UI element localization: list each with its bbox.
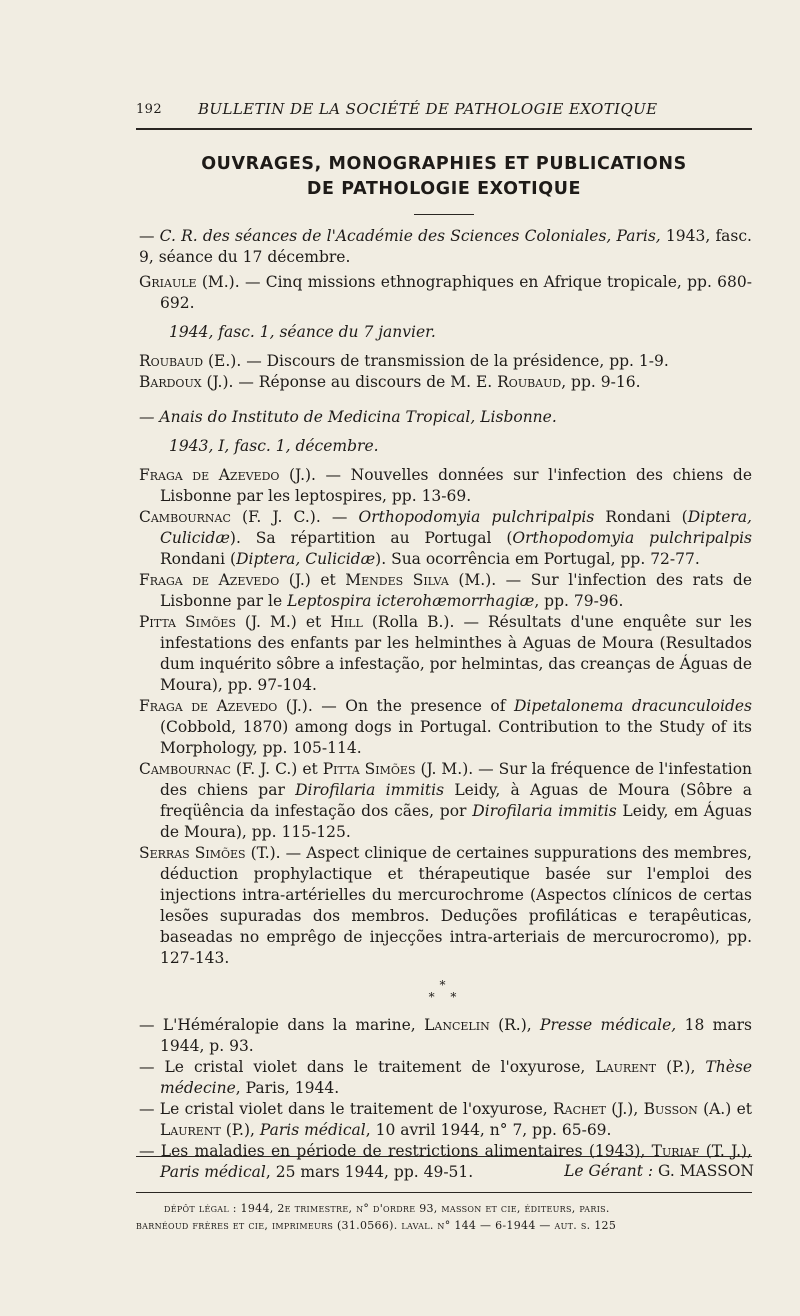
misc-entry: — L'Héméralopie dans la marine, Lancelin (R.), Presse médicale, 18 mars 1944, p. 93.	[139, 1016, 752, 1055]
section-title-line-2: DE PATHOLOGIE EXOTIQUE	[306, 179, 582, 199]
bibliography-entry: Fraga de Azevedo (J.). — Nouvelles données sur l'infection des chiens de Lisbonne par les leptospires, pp. 13-69.	[139, 466, 753, 505]
bibliography-entry: Pitta Simões (J. M.) et Hill (Rolla B.). — Résultats d'une enquête sur les infestations des enfants par les helminthes à Aguas de Moura (Resultados dum inquérito sôbre a infestação, por helmintas, das creanças de Águas de Moura), pp. 97-104.	[139, 613, 752, 694]
bibliography-entry: Roubaud (E.). — Discours de transmission de la présidence, pp. 1-9.	[139, 352, 669, 370]
signature-label: Le Gérant :	[564, 1162, 654, 1180]
author-name: Fraga de Azevedo	[139, 571, 280, 589]
imprint-line-1: dépôt légal : 1944, 2e trimestre, n° d'ordre 93, masson et cie, éditeurs, paris.	[164, 1202, 610, 1215]
bibliography-entry: Cambournac (F. J. C.) et Pitta Simões (J. M.). — Sur la fréquence de l'infestation des chiens par Dirofilaria immitis Leidy, à Aguas de Moura (Sôbre a freqüência da infestação dos cães, por Dirofilaria immitis Leidy, em Águas de Moura), pp. 115-125.	[139, 760, 753, 841]
journal-title: BULLETIN DE LA SOCIÉTÉ DE PATHOLOGIE EXOTIQUE	[198, 100, 658, 118]
running-head	[136, 100, 750, 124]
page-number: 192	[136, 102, 163, 117]
misc-entry: — Le cristal violet dans le traitement de l'oxyurose, Laurent (P.), Thèse médecine, Paris, 1944.	[139, 1058, 752, 1097]
title-rule	[414, 214, 474, 215]
bibliography-entry: Griaule (M.). — Cinq missions ethnographiques en Afrique tropicale, pp. 680-692.	[139, 273, 753, 312]
signature-name: G. MASSON	[653, 1162, 754, 1180]
section-title-line-1: OUVRAGES, MONOGRAPHIES ET PUBLICATIONS	[201, 154, 687, 174]
author-name: Roubaud	[139, 352, 204, 370]
author-name: Cambournac	[139, 508, 231, 526]
author-name: Fraga de Azevedo	[139, 466, 280, 484]
footer-rule	[136, 1192, 752, 1193]
bibliography-entry: Fraga de Azevedo (J.). — On the presence of Dipetalonema dracunculoides (Cobbold, 1870) among dogs in Portugal. Contribution to the Study of its Morphology, pp. 105-114.	[139, 697, 753, 757]
author-name: Bardoux	[139, 373, 202, 391]
author-name: Cambournac	[139, 760, 231, 778]
bibliography-entry: Serras Simões (T.). — Aspect clinique de certaines suppurations des membres, déduction prophylactique et thérapeutique basée sur l'emploi des injections intra-artérielles du mercurochrome (Aspectos clínicos de certas lesões supuradas dos membros. Deduções profiláticas e terapêuticas, baseadas no emprêgo de injecções intra-arteriais de mercurocromo), pp. 127-143.	[139, 844, 752, 967]
issue-heading: 1943, I, fasc. 1, décembre.	[169, 437, 379, 455]
header-rule	[136, 128, 752, 130]
asterism-separator: * * *	[428, 978, 463, 1004]
anais-journal: — Anais do Instituto de Medicina Tropical, Lisbonne.	[139, 408, 557, 426]
section-title	[136, 152, 752, 202]
imprint-line-2: barnéoud frères et cie, imprimeurs (31.0566). laval. n° 144 — 6-1944 — aut. s. 125	[136, 1219, 617, 1232]
signature	[564, 1162, 754, 1180]
misc-entry: — Les maladies en période de restrictions alimentaires (1943), Turiaf (T. J.), Paris médical, 25 mars 1944, pp. 49-51.	[139, 1142, 752, 1181]
issue-heading: 1944, fasc. 1, séance du 7 janvier.	[169, 323, 436, 341]
author-name: Griaule	[139, 273, 197, 291]
body-text	[139, 226, 752, 1183]
bibliography-entry: Bardoux (J.). — Réponse au discours de M. E. Roubaud, pp. 9-16.	[139, 373, 641, 391]
printer-imprint	[136, 1200, 756, 1234]
bibliography-entry: Cambournac (F. J. C.). — Orthopodomyia pulchripalpis Rondani (Diptera, Culicidæ). Sa répartition au Portugal (Orthopodomyia pulchripalpis Rondani (Diptera, Culicidæ). Sua ocorrência em Portugal, pp. 72-77.	[139, 508, 752, 568]
signature-rule	[136, 1156, 752, 1157]
bibliography-entry: Fraga de Azevedo (J.) et Mendes Silva (M.). — Sur l'infection des rats de Lisbonne par le Leptospira icterohæmorrhagiæ, pp. 79-96.	[139, 571, 753, 610]
author-name: Pitta Simões	[139, 613, 236, 631]
author-name: Serras Simões	[139, 844, 246, 862]
cr-journal: — C. R. des séances de l'Académie des Sciences Coloniales, Paris, 1943, fasc. 9, séance du 17 décembre.	[139, 227, 752, 266]
author-name: Fraga de Azevedo	[139, 697, 278, 715]
misc-entry: — Le cristal violet dans le traitement de l'oxyurose, Rachet (J.), Busson (A.) et Laurent (P.), Paris médical, 10 avril 1944, n° 7, pp. 65-69.	[139, 1100, 752, 1139]
